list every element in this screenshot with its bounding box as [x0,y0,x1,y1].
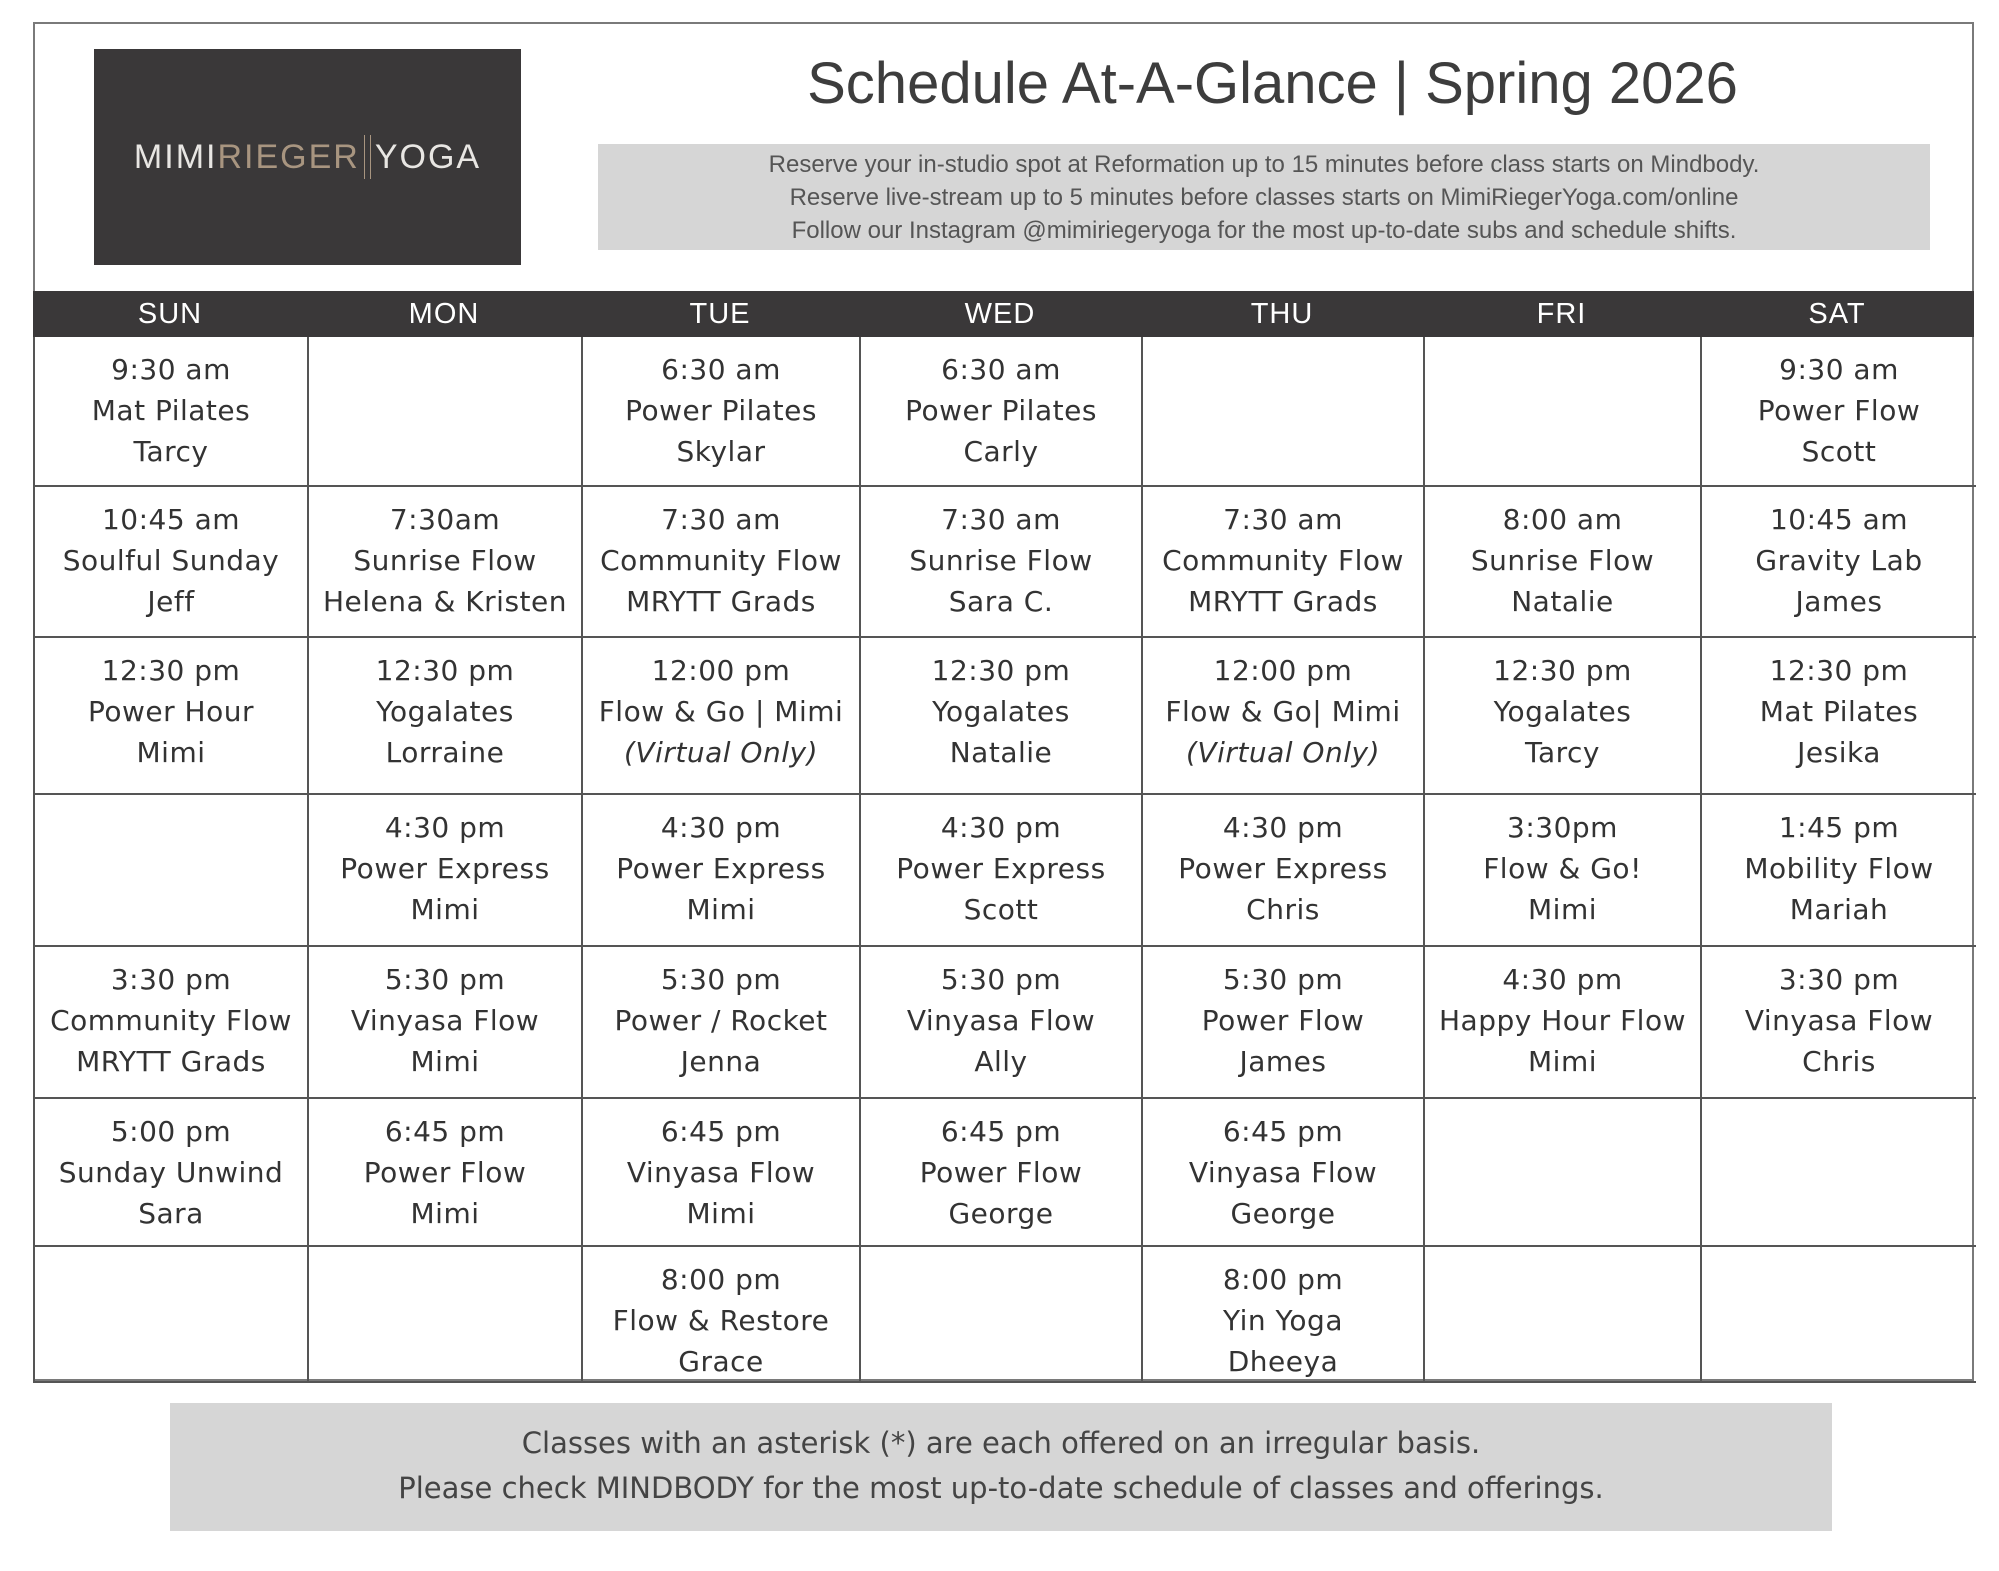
class-teacher: Ally [974,1045,1028,1078]
schedule-cell-thu [1143,337,1425,487]
class-teacher: Natalie [1511,585,1614,618]
class-teacher: Scott [1801,435,1877,468]
class-teacher: Jenna [680,1045,762,1078]
class-time: 3:30pm [1507,811,1618,844]
class-class: Power Flow [1757,394,1921,427]
schedule-grid [33,337,1974,1383]
class-time: 8:00 am [1502,503,1623,536]
class-time: 6:30 am [661,353,781,386]
class-teacher: Tarcy [133,435,209,468]
class-teacher: MRYTT Grads [626,585,816,618]
class-time: 10:45 am [1769,503,1909,536]
class-class: Power Express [896,852,1106,885]
schedule-cell-tue [583,947,861,1099]
class-class: Mobility Flow [1744,852,1934,885]
day-header-wed: WED [964,297,1036,330]
class-note: (Virtual Only) [1186,736,1380,769]
class-class: Happy Hour Flow [1439,1004,1686,1037]
class-time: 5:30 pm [384,963,506,996]
notice-line: Reserve your in-studio spot at Reformation up to 15 minutes before class starts on Mindbody. [768,151,1760,178]
schedule-cell-wed [861,947,1143,1099]
schedule-cell-sat [1702,337,1976,487]
class-teacher: Scott [963,893,1039,926]
schedule-cell-fri [1425,795,1702,947]
class-time: 5:30 pm [1222,963,1344,996]
class-teacher: Mimi [686,1197,756,1230]
schedule-cell-sat [1702,487,1976,638]
schedule-cell-wed [861,638,1143,795]
notice-line: Reserve live-stream up to 5 minutes before classes starts on MimiRiegerYoga.com/online [789,184,1739,211]
class-time: 7:30 am [941,503,1061,536]
class-class: Vinyasa Flow [1744,1004,1934,1037]
logo-wordmark [134,135,481,179]
schedule-cell-sun [35,795,309,947]
class-class: Soulful Sunday [62,544,280,577]
day-header-sun: SUN [137,297,203,330]
class-class: Power / Rocket [614,1004,828,1037]
class-time: 9:30 am [1779,353,1899,386]
class-time: 12:30 pm [1493,654,1632,687]
schedule-cell-thu [1143,795,1425,947]
schedule-cell-mon [309,795,583,947]
schedule-cell-fri [1425,1099,1702,1247]
class-time: 4:30 pm [940,811,1062,844]
class-time: 7:30am [389,503,501,536]
class-class: Yogalates [932,695,1070,728]
class-class: Power Flow [363,1156,527,1189]
class-note: (Virtual Only) [624,736,818,769]
class-teacher: Chris [1246,893,1320,926]
schedule-cell-mon [309,337,583,487]
class-class: Power Flow [1201,1004,1365,1037]
class-teacher: Mimi [410,893,480,926]
schedule-cell-thu [1143,1099,1425,1247]
class-teacher: Mimi [136,736,206,769]
schedule-cell-tue [583,1099,861,1247]
class-teacher: Skylar [676,435,766,468]
class-teacher: James [1795,585,1883,618]
schedule-cell-thu [1143,1247,1425,1383]
schedule-cell-mon [309,638,583,795]
schedule-cell-thu [1143,947,1425,1099]
schedule-cell-fri [1425,638,1702,795]
class-class: Mat Pilates [1759,695,1919,728]
schedule-cell-wed [861,337,1143,487]
class-class: Power Hour [88,695,254,728]
class-teacher: Carly [963,435,1039,468]
class-class: Flow & Go | Mimi [598,695,844,728]
class-time: 10:45 am [101,503,241,536]
class-class: Sunrise Flow [1470,544,1655,577]
class-teacher: Jesika [1797,736,1881,769]
logo-text-yoga: YOGA [374,137,482,176]
class-class: Vinyasa Flow [350,1004,540,1037]
class-class: Flow & Go| Mimi [1165,695,1401,728]
class-time: 6:45 pm [660,1115,782,1148]
schedule-cell-tue [583,337,861,487]
class-teacher: Sara [138,1197,204,1230]
schedule-cell-tue [583,1247,861,1383]
schedule-cell-tue [583,487,861,638]
class-time: 4:30 pm [1222,811,1344,844]
class-teacher: Mimi [686,893,756,926]
footer-line: Classes with an asterisk (*) are each offered on an irregular basis. [521,1426,1481,1460]
day-header-fri: FRI [1536,297,1587,330]
schedule-cell-fri [1425,337,1702,487]
schedule-cell-sun [35,487,309,638]
class-time: 6:45 pm [384,1115,506,1148]
schedule-cell-sun [35,1247,309,1383]
class-time: 7:30 am [661,503,781,536]
class-class: Power Express [616,852,826,885]
class-class: Yin Yoga [1223,1304,1343,1337]
schedule-cell-wed [861,795,1143,947]
class-teacher: Mimi [1528,1045,1597,1078]
class-class: Vinyasa Flow [626,1156,816,1189]
class-time: 4:30 pm [660,811,782,844]
class-time: 4:30 pm [1502,963,1623,996]
class-class: Vinyasa Flow [1188,1156,1378,1189]
class-teacher: Mimi [410,1197,480,1230]
day-header-row [33,291,1974,337]
class-class: Yogalates [1493,695,1632,728]
class-class: Sunday Unwind [58,1156,284,1189]
class-class: Community Flow [50,1004,292,1037]
class-class: Community Flow [1162,544,1404,577]
logo-divider [364,135,371,179]
class-teacher: Tarcy [1525,736,1600,769]
day-header-mon: MON [408,297,480,330]
class-class: Gravity Lab [1755,544,1923,577]
schedule-cell-fri [1425,1247,1702,1383]
class-teacher: Chris [1802,1045,1876,1078]
class-class: Power Pilates [905,394,1097,427]
class-time: 5:00 pm [110,1115,232,1148]
class-time: 12:30 pm [375,654,515,687]
class-class: Power Express [340,852,550,885]
schedule-cell-mon [309,1099,583,1247]
class-time: 8:00 pm [660,1263,782,1296]
class-teacher: Helena & Kristen [322,585,568,618]
class-teacher: Dheeya [1227,1345,1339,1378]
footer-line: Please check MINDBODY for the most up-to-date schedule of classes and offerings. [398,1471,1604,1505]
schedule-cell-thu [1143,487,1425,638]
class-teacher: James [1239,1045,1327,1078]
class-class: Sunrise Flow [353,544,537,577]
schedule-cell-mon [309,947,583,1099]
class-time: 5:30 pm [660,963,782,996]
class-time: 12:00 pm [651,654,791,687]
class-time: 3:30 pm [110,963,232,996]
class-teacher: George [948,1197,1054,1230]
class-time: 9:30 am [111,353,231,386]
notice-line: Follow our Instagram @mimiriegeryoga for the most up-to-date subs and schedule shifts. [791,217,1737,244]
class-time: 4:30 pm [384,811,506,844]
class-time: 1:45 pm [1778,811,1900,844]
schedule-cell-tue [583,638,861,795]
schedule-cell-sat [1702,795,1976,947]
schedule-cell-fri [1425,947,1702,1099]
class-class: Vinyasa Flow [906,1004,1096,1037]
day-header-thu: THU [1250,297,1314,330]
schedule-cell-sat [1702,1099,1976,1247]
class-class: Power Express [1178,852,1388,885]
schedule-cell-sat [1702,1247,1976,1383]
class-class: Power Flow [919,1156,1083,1189]
schedule-cell-sun [35,638,309,795]
class-time: 12:30 pm [931,654,1071,687]
day-header-sat: SAT [1808,297,1866,330]
class-class: Mat Pilates [91,394,251,427]
class-teacher: Mimi [410,1045,480,1078]
schedule-cell-mon [309,487,583,638]
schedule-cell-mon [309,1247,583,1383]
page-title: Schedule At-A-Glance | Spring 2026 [807,51,1738,116]
schedule-cell-sat [1702,638,1976,795]
class-time: 6:30 am [941,353,1061,386]
class-class: Yogalates [376,695,514,728]
class-teacher: Natalie [949,736,1053,769]
day-header-tue: TUE [689,297,751,330]
schedule-cell-sun [35,337,309,487]
footer-note [170,1403,1832,1531]
logo-text-mimi: MIMI [133,137,218,176]
schedule-cell-wed [861,1099,1143,1247]
class-class: Flow & Restore [612,1304,830,1337]
class-teacher: Lorraine [385,736,505,769]
class-teacher: George [1230,1197,1336,1230]
schedule-cell-sat [1702,947,1976,1099]
class-teacher: Grace [678,1345,764,1378]
class-teacher: Mimi [1528,893,1597,926]
schedule-cell-wed [861,487,1143,638]
class-class: Sunrise Flow [909,544,1093,577]
brand-logo [94,49,521,265]
class-time: 6:45 pm [1222,1115,1344,1148]
class-class: Community Flow [600,544,842,577]
class-teacher: Mariah [1789,893,1889,926]
schedule-cell-sun [35,1099,309,1247]
class-time: 12:00 pm [1213,654,1353,687]
class-class: Flow & Go! [1483,852,1642,885]
schedule-cell-thu [1143,638,1425,795]
schedule-cell-fri [1425,487,1702,638]
class-teacher: Jeff [147,585,195,618]
class-time: 6:45 pm [940,1115,1062,1148]
reservation-notice [598,144,1930,250]
class-time: 8:00 pm [1222,1263,1344,1296]
schedule-cell-wed [861,1247,1143,1383]
class-time: 3:30 pm [1778,963,1900,996]
class-time: 12:30 pm [1769,654,1909,687]
logo-text-rieger: RIEGER [217,137,360,176]
class-time: 12:30 pm [101,654,241,687]
class-time: 7:30 am [1223,503,1343,536]
class-teacher: MRYTT Grads [1188,585,1378,618]
schedule-cell-sun [35,947,309,1099]
class-teacher: MRYTT Grads [76,1045,266,1078]
class-time: 5:30 pm [940,963,1062,996]
schedule-cell-tue [583,795,861,947]
class-class: Power Pilates [625,394,817,427]
class-teacher: Sara C. [948,585,1054,618]
